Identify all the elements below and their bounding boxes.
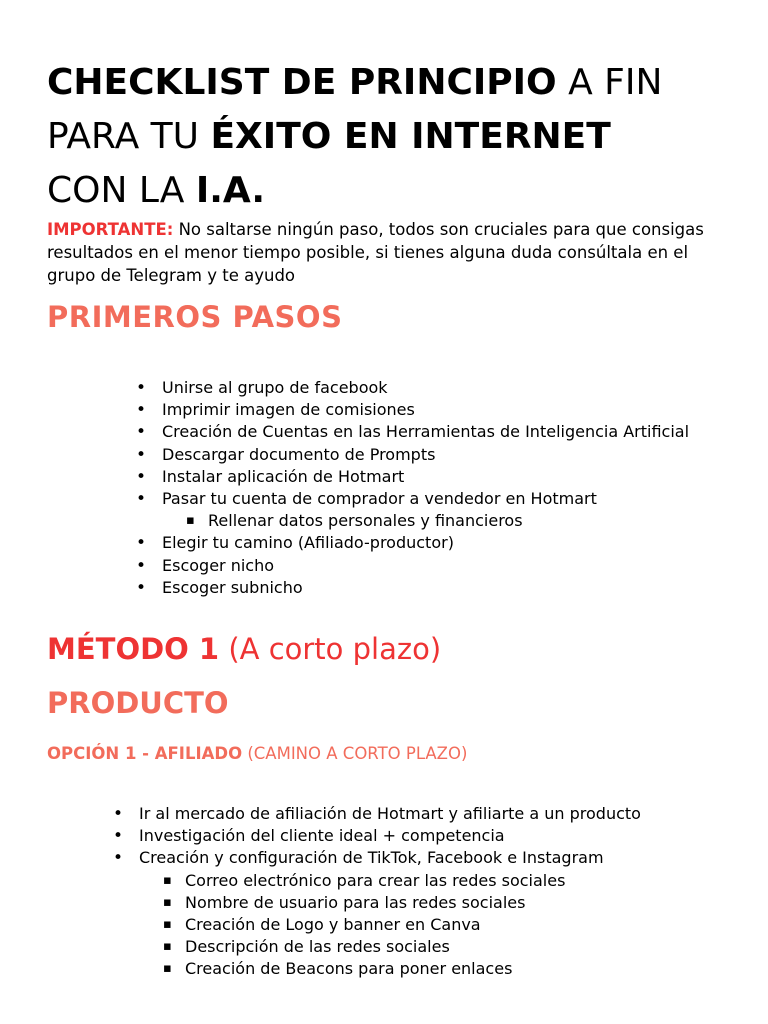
list-item: • Descargar documento de Prompts xyxy=(162,444,702,466)
title-line2-bold: ÉXITO EN INTERNET xyxy=(210,116,611,157)
list-item: • Investigación del cliente ideal + competencia xyxy=(139,825,739,847)
metodo-normal: (A corto plazo) xyxy=(219,632,442,666)
list-item: • Elegir tu camino (Afiliado-productor) xyxy=(162,532,702,554)
opcion-1-list xyxy=(139,803,739,981)
list-subitem: ▪ Creación de Beacons para poner enlaces xyxy=(185,958,739,980)
list-item: • Pasar tu cuenta de comprador a vendedor en Hotmart xyxy=(162,488,702,510)
list-item: • Imprimir imagen de comisiones xyxy=(162,399,702,421)
section-heading-producto: PRODUCTO xyxy=(47,686,229,720)
section-heading-primeros-pasos: PRIMEROS PASOS xyxy=(47,300,343,334)
section-heading-metodo xyxy=(47,632,441,666)
list-item: • Unirse al grupo de facebook xyxy=(162,377,702,399)
page-title xyxy=(47,56,747,218)
metodo-bold: MÉTODO 1 xyxy=(47,632,220,666)
list-item: • Creación de Cuentas en las Herramientas de Inteligencia Artificial xyxy=(162,421,702,443)
important-note xyxy=(47,218,737,287)
title-line1-normal: A FIN xyxy=(556,62,663,103)
opcion-normal: (CAMINO A CORTO PLAZO) xyxy=(242,744,468,763)
primeros-pasos-list xyxy=(162,377,702,599)
list-item: • Creación y configuración de TikTok, Facebook e Instagram xyxy=(139,847,739,869)
list-item: • Ir al mercado de afiliación de Hotmart y afiliarte a un producto xyxy=(139,803,739,825)
list-subitem: ▪ Nombre de usuario para las redes sociales xyxy=(185,892,739,914)
list-subitem: ▪ Correo electrónico para crear las redes sociales xyxy=(185,870,739,892)
list-subitem: ▪ Rellenar datos personales y financieros xyxy=(208,510,702,532)
list-item: • Escoger subnicho xyxy=(162,577,702,599)
title-line3-bold: I.A. xyxy=(195,170,266,211)
list-item: • Escoger nicho xyxy=(162,555,702,577)
list-subitem: ▪ Creación de Logo y banner en Canva xyxy=(185,914,739,936)
opcion-bold: OPCIÓN 1 - AFILIADO xyxy=(47,744,243,763)
subheading-opcion-1 xyxy=(47,744,467,763)
list-subitem: ▪ Descripción de las redes sociales xyxy=(185,936,739,958)
title-line1-bold: CHECKLIST DE PRINCIPIO xyxy=(47,62,557,103)
list-item: • Instalar aplicación de Hotmart xyxy=(162,466,702,488)
title-line3-normal: CON LA xyxy=(47,170,196,211)
important-text: No saltarse ningún paso, todos son cruciales para que consigas resultados en el menor tiempo posible, si tienes alguna duda consúltala en el grupo de Telegram y te ayudo xyxy=(47,220,704,285)
title-line2-normal: PARA TU xyxy=(47,116,211,157)
important-label: IMPORTANTE: xyxy=(47,220,174,239)
